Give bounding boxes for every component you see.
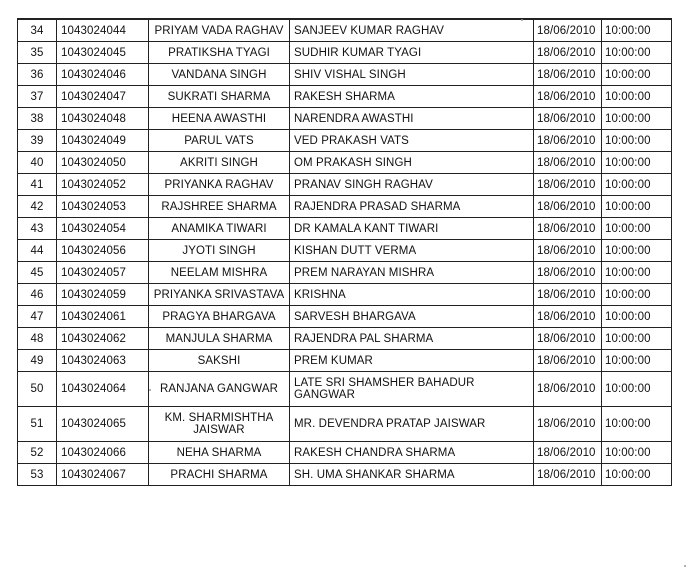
serial-number-cell: 39 — [18, 130, 57, 152]
exam-date-cell: 18/06/2010 — [534, 152, 602, 174]
roll-number-cell: 1043024046 — [57, 64, 149, 86]
roll-number-cell: 1043024067 — [57, 464, 149, 486]
serial-number-cell: 36 — [18, 64, 57, 86]
table-row — [18, 86, 672, 108]
roll-number-cell: 1043024054 — [57, 218, 149, 240]
table-row — [18, 108, 672, 130]
serial-number-cell: 49 — [18, 350, 57, 372]
table-row — [18, 174, 672, 196]
exam-time-cell: 10:00:00 — [602, 152, 672, 174]
roll-number-cell: 1043024064 — [57, 372, 149, 407]
table-row — [18, 407, 672, 442]
father-name-cell: PREM KUMAR — [290, 350, 534, 372]
exam-time-cell: 10:00:00 — [602, 218, 672, 240]
serial-number-cell: 42 — [18, 196, 57, 218]
serial-number-cell: 35 — [18, 42, 57, 64]
table-row — [18, 350, 672, 372]
roll-number-cell: 1043024049 — [57, 130, 149, 152]
father-name-cell: SH. UMA SHANKAR SHARMA — [290, 464, 534, 486]
serial-number-cell: 50 — [18, 372, 57, 407]
exam-time-cell: 10:00:00 — [602, 328, 672, 350]
father-name-cell: PRANAV SINGH RAGHAV — [290, 174, 534, 196]
exam-date-cell: 18/06/2010 — [534, 240, 602, 262]
table-row — [18, 284, 672, 306]
roll-number-cell: 1043024047 — [57, 86, 149, 108]
scan-speck — [149, 389, 151, 391]
exam-date-cell: 18/06/2010 — [534, 284, 602, 306]
exam-time-cell: 10:00:00 — [602, 42, 672, 64]
candidate-name-cell: MANJULA SHARMA — [149, 328, 290, 350]
candidate-name-cell: JYOTI SINGH — [149, 240, 290, 262]
exam-date-cell: 18/06/2010 — [534, 196, 602, 218]
roll-number-cell: 1043024065 — [57, 407, 149, 442]
exam-date-cell: 18/06/2010 — [534, 306, 602, 328]
table-row — [18, 218, 672, 240]
candidate-name-cell: PRIYANKA RAGHAV — [149, 174, 290, 196]
candidate-name-cell: ANAMIKA TIWARI — [149, 218, 290, 240]
roll-number-cell: 1043024048 — [57, 108, 149, 130]
exam-time-cell: 10:00:00 — [602, 350, 672, 372]
scan-speck — [521, 19, 523, 21]
candidate-name-cell: PRATIKSHA TYAGI — [149, 42, 290, 64]
exam-date-cell: 18/06/2010 — [534, 350, 602, 372]
father-name-cell: SARVESH BHARGAVA — [290, 306, 534, 328]
father-name-cell: VED PRAKASH VATS — [290, 130, 534, 152]
exam-date-cell: 18/06/2010 — [534, 86, 602, 108]
exam-date-cell: 18/06/2010 — [534, 218, 602, 240]
roll-number-cell: 1043024059 — [57, 284, 149, 306]
serial-number-cell: 53 — [18, 464, 57, 486]
father-name-cell: OM PRAKASH SINGH — [290, 152, 534, 174]
father-name-cell: RAJENDRA PRASAD SHARMA — [290, 196, 534, 218]
table-row — [18, 130, 672, 152]
table-row — [18, 19, 672, 42]
table-row — [18, 372, 672, 407]
father-name-cell: MR. DEVENDRA PRATAP JAISWAR — [290, 407, 534, 442]
candidate-name-cell: HEENA AWASTHI — [149, 108, 290, 130]
exam-time-cell: 10:00:00 — [602, 108, 672, 130]
table-row — [18, 240, 672, 262]
roll-number-cell: 1043024062 — [57, 328, 149, 350]
exam-time-cell: 10:00:00 — [602, 196, 672, 218]
candidate-name-cell: NEELAM MISHRA — [149, 262, 290, 284]
candidate-name-cell: SUKRATI SHARMA — [149, 86, 290, 108]
father-name-cell: PREM NARAYAN MISHRA — [290, 262, 534, 284]
scan-speck — [684, 565, 686, 567]
candidate-name-cell: SAKSHI — [149, 350, 290, 372]
father-name-cell: SUDHIR KUMAR TYAGI — [290, 42, 534, 64]
candidate-name-cell: PRIYAM VADA RAGHAV — [149, 19, 290, 42]
candidate-name-cell: RAJSHREE SHARMA — [149, 196, 290, 218]
roll-number-cell: 1043024066 — [57, 442, 149, 464]
exam-time-cell: 10:00:00 — [602, 442, 672, 464]
table-row — [18, 306, 672, 328]
table-row — [18, 196, 672, 218]
exam-time-cell: 10:00:00 — [602, 86, 672, 108]
serial-number-cell: 40 — [18, 152, 57, 174]
exam-date-cell: 18/06/2010 — [534, 328, 602, 350]
exam-date-cell: 18/06/2010 — [534, 262, 602, 284]
serial-number-cell: 41 — [18, 174, 57, 196]
father-name-cell: RAKESH SHARMA — [290, 86, 534, 108]
father-name-cell: LATE SRI SHAMSHER BAHADUR GANGWAR — [290, 372, 534, 407]
table-row — [18, 328, 672, 350]
father-name-cell: KISHAN DUTT VERMA — [290, 240, 534, 262]
candidate-name-cell: VANDANA SINGH — [149, 64, 290, 86]
candidate-name-cell: AKRITI SINGH — [149, 152, 290, 174]
father-name-cell: DR KAMALA KANT TIWARI — [290, 218, 534, 240]
candidate-name-cell: RANJANA GANGWAR — [149, 372, 290, 407]
father-name-cell: NARENDRA AWASTHI — [290, 108, 534, 130]
serial-number-cell: 51 — [18, 407, 57, 442]
candidate-list-table — [17, 18, 672, 486]
table-row — [18, 64, 672, 86]
serial-number-cell: 38 — [18, 108, 57, 130]
table-row — [18, 42, 672, 64]
serial-number-cell: 34 — [18, 19, 57, 42]
roll-number-cell: 1043024045 — [57, 42, 149, 64]
exam-time-cell: 10:00:00 — [602, 262, 672, 284]
exam-time-cell: 10:00:00 — [602, 284, 672, 306]
exam-time-cell: 10:00:00 — [602, 64, 672, 86]
exam-date-cell: 18/06/2010 — [534, 372, 602, 407]
exam-time-cell: 10:00:00 — [602, 174, 672, 196]
roll-number-cell: 1043024052 — [57, 174, 149, 196]
candidate-name-cell: NEHA SHARMA — [149, 442, 290, 464]
candidate-name-cell: PRIYANKA SRIVASTAVA — [149, 284, 290, 306]
roll-number-cell: 1043024044 — [57, 19, 149, 42]
roll-number-cell: 1043024056 — [57, 240, 149, 262]
serial-number-cell: 47 — [18, 306, 57, 328]
roll-number-cell: 1043024050 — [57, 152, 149, 174]
exam-date-cell: 18/06/2010 — [534, 464, 602, 486]
roll-number-cell: 1043024061 — [57, 306, 149, 328]
exam-time-cell: 10:00:00 — [602, 19, 672, 42]
serial-number-cell: 52 — [18, 442, 57, 464]
father-name-cell: SHIV VISHAL SINGH — [290, 64, 534, 86]
exam-date-cell: 18/06/2010 — [534, 108, 602, 130]
exam-time-cell: 10:00:00 — [602, 306, 672, 328]
candidate-name-cell: KM. SHARMISHTHA JAISWAR — [149, 407, 290, 442]
exam-time-cell: 10:00:00 — [602, 130, 672, 152]
candidate-name-cell: PRAGYA BHARGAVA — [149, 306, 290, 328]
roll-number-cell: 1043024057 — [57, 262, 149, 284]
roll-number-cell: 1043024053 — [57, 196, 149, 218]
exam-time-cell: 10:00:00 — [602, 372, 672, 407]
candidate-name-cell: PARUL VATS — [149, 130, 290, 152]
serial-number-cell: 46 — [18, 284, 57, 306]
serial-number-cell: 44 — [18, 240, 57, 262]
serial-number-cell: 37 — [18, 86, 57, 108]
table-row — [18, 464, 672, 486]
table-row — [18, 442, 672, 464]
exam-date-cell: 18/06/2010 — [534, 42, 602, 64]
roll-number-cell: 1043024063 — [57, 350, 149, 372]
father-name-cell: KRISHNA — [290, 284, 534, 306]
father-name-cell: RAJENDRA PAL SHARMA — [290, 328, 534, 350]
exam-time-cell: 10:00:00 — [602, 464, 672, 486]
exam-date-cell: 18/06/2010 — [534, 19, 602, 42]
exam-date-cell: 18/06/2010 — [534, 407, 602, 442]
exam-time-cell: 10:00:00 — [602, 240, 672, 262]
exam-date-cell: 18/06/2010 — [534, 174, 602, 196]
father-name-cell: SANJEEV KUMAR RAGHAV — [290, 19, 534, 42]
father-name-cell: RAKESH CHANDRA SHARMA — [290, 442, 534, 464]
serial-number-cell: 45 — [18, 262, 57, 284]
exam-date-cell: 18/06/2010 — [534, 130, 602, 152]
table-row — [18, 262, 672, 284]
exam-date-cell: 18/06/2010 — [534, 442, 602, 464]
serial-number-cell: 48 — [18, 328, 57, 350]
exam-date-cell: 18/06/2010 — [534, 64, 602, 86]
candidate-name-cell: PRACHI SHARMA — [149, 464, 290, 486]
table-row — [18, 152, 672, 174]
exam-time-cell: 10:00:00 — [602, 407, 672, 442]
serial-number-cell: 43 — [18, 218, 57, 240]
